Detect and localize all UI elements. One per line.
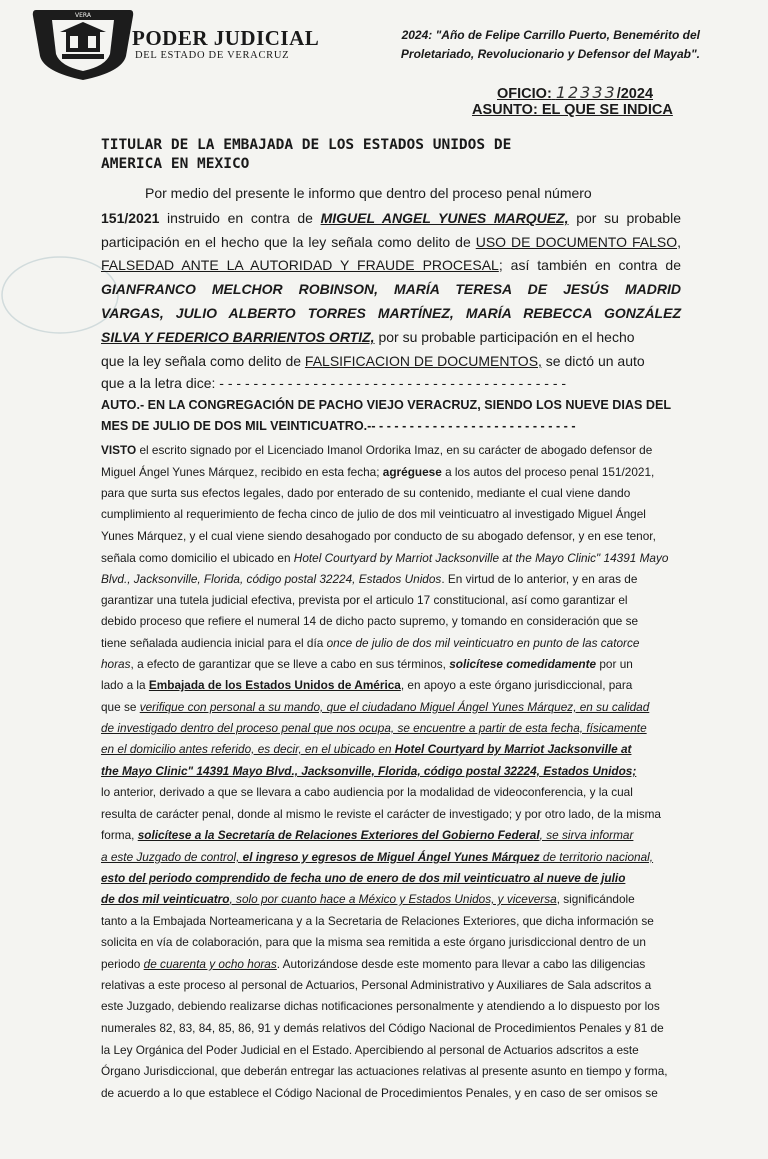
- auto-line: para que surta sus efectos legales, dado por enterado de su contenido, mediante el cual viene dando: [101, 486, 631, 500]
- auto-line: Órgano Jurisdiccional, que deberán entregar las actuaciones relativas al presente asunto en tiempo y forma,: [101, 1064, 668, 1078]
- auto-line: de investigado dentro del proceso penal que nos ocupa, se encuentre a partir de esta fecha, físicamente: [101, 721, 647, 735]
- auto-line: numerales 82, 83, 84, 85, 86, 91 y demás relativos del Código Nacional de Procedimientos Penales y 81 de: [101, 1021, 664, 1035]
- auto-line: en el domicilio antes referido, es decir, en el ubicado en Hotel Courtyard by Marriot Jacksonville at: [101, 742, 632, 756]
- auto-line: que se verifique con personal a su mando, que el ciudadano Miguel Ángel Yunes Márquez, en su calidad: [101, 700, 650, 714]
- auto-line: resulta de carácter penal, donde al mismo le reviste el carácter de investigado; y por otro lado, de la misma: [101, 807, 661, 821]
- auto-line: horas, a efecto de garantizar que se lleve a cabo en sus términos, solicítese comedidamente por un: [101, 657, 633, 671]
- auto-line: VISTO el escrito signado por el Licenciado Imanol Ordorika Imaz, en su carácter de abogado defensor de: [101, 443, 653, 457]
- auto-line: periodo de cuarenta y ocho horas. Autorizándose desde este momento para llevar a cabo las diligencias: [101, 957, 646, 971]
- auto-heading: AUTO.- EN LA CONGREGACIÓN DE PACHO VIEJO VERACRUZ, SIENDO LOS NUEVE DIAS DEL: [101, 398, 672, 412]
- auto-line: cumplimiento al requerimiento de fecha cinco de julio de dos mil veinticuatro al investigado Miguel Ángel: [101, 507, 646, 521]
- intro-line: VARGAS, JULIO ALBERTO TORRES MARTÍNEZ, MARÍA REBECCA GONZÁLEZ: [101, 305, 681, 321]
- poder-judicial-seal-icon: [30, 6, 136, 82]
- auto-line: lo anterior, derivado a que se llevara a cabo audiencia por la modalidad de videoconferencia, y la cual: [101, 785, 633, 799]
- addressee: TITULAR DE LA EMBAJADA DE LOS ESTADOS UNIDOS DE AMERICA EN MEXICO: [101, 137, 512, 172]
- auto-line: señala como domicilio el ubicado en Hotel Courtyard by Marriot Jacksonville at the Mayo Clinic" 14391 Mayo: [101, 551, 669, 565]
- year-motto: 2024: "Año de Felipe Carrillo Puerto, Benemérito del Proletariado, Revolucionario y Defensor del Mayab".: [400, 28, 700, 61]
- auto-line: la Ley Orgánica del Poder Judicial en el Estado. Apercibiendo al personal de Actuarios adscritos a este: [101, 1043, 639, 1057]
- auto-line: debido proceso que refiere el numeral 14 de dicho pacto supremo, y tomando en consideración que se: [101, 614, 639, 628]
- intro-line: participación en el hecho que la ley señala como delito de USO DE DOCUMENTO FALSO,: [101, 234, 681, 250]
- svg-text:VERA: VERA: [75, 12, 91, 19]
- intro-line: GIANFRANCO MELCHOR ROBINSON, MARÍA TERESA DE JESÚS MADRID: [101, 281, 681, 297]
- institution-name: PODER JUDICIAL: [132, 26, 320, 50]
- auto-heading: MES DE JULIO DE DOS MIL VEINTICUATRO.-- - - - - - - - - - - - - - - - - - - - - - - - - - -: [101, 419, 576, 433]
- auto-line: solicita en vía de colaboración, para que la misma sea remitida a este órgano jurisdiccional dentro de un: [101, 935, 646, 949]
- auto-line: este Juzgado, debiendo realizarse dichas notificaciones personalmente y atendiendo a lo dispuesto por los: [101, 999, 660, 1013]
- intro-line: Por medio del presente le informo que dentro del proceso penal número: [145, 185, 592, 201]
- asunto-line: ASUNTO: EL QUE SE INDICA: [472, 102, 673, 118]
- oficio-number: OFICIO: 12333/2024: [497, 83, 654, 102]
- auto-line: de dos mil veinticuatro, solo por cuanto hace a México y Estados Unidos, y viceversa, significándole: [101, 892, 635, 906]
- auto-line: Miguel Ángel Yunes Márquez, recibido en esta fecha; agréguese a los autos del proceso penal 151/2021,: [101, 465, 655, 479]
- intro-line: que la ley señala como delito de FALSIFICACION DE DOCUMENTOS, se dictó un auto: [101, 353, 645, 369]
- handwritten-number: 12333: [555, 83, 617, 102]
- auto-line: Blvd., Jacksonville, Florida, código postal 32224, Estados Unidos. En virtud de lo anterior, y en aras de: [101, 572, 638, 586]
- auto-line: lado a la Embajada de los Estados Unidos de América, en apoyo a este órgano jurisdiccional, para: [101, 678, 633, 692]
- intro-line: 151/2021 instruido en contra de MIGUEL ANGEL YUNES MARQUEZ, por su probable: [101, 210, 681, 226]
- auto-line: esto del periodo comprendido de fecha uno de enero de dos mil veinticuatro al nueve de julio: [101, 871, 626, 885]
- auto-line: a este Juzgado de control, el ingreso y egresos de Miguel Ángel Yunes Márquez de territorio nacional,: [101, 850, 654, 864]
- auto-line: garantizar una tutela judicial efectiva, prevista por el articulo 17 constitucional, así como garantizar el: [101, 593, 628, 607]
- auto-line: tiene señalada audiencia inicial para el día once de julio de dos mil veinticuatro en punto de las catorce: [101, 636, 640, 650]
- institution-subtitle: DEL ESTADO DE VERACRUZ: [135, 50, 290, 61]
- intro-line: SILVA Y FEDERICO BARRIENTOS ORTIZ, por su probable participación en el hecho: [101, 329, 635, 345]
- auto-line: tanto a la Embajada Norteamericana y a la Secretaria de Relaciones Exteriores, que dicha información se: [101, 914, 654, 928]
- auto-line: relativas a este proceso al personal de Actuarios, Personal Administrativo y Auxiliares de Sala adscritos a: [101, 978, 652, 992]
- auto-line: de acuerdo a lo que establece el Código Nacional de Procedimientos Penales, y en caso de ser omisos se: [101, 1086, 658, 1100]
- auto-line: the Mayo Clinic" 14391 Mayo Blvd., Jacksonville, Florida, código postal 32224, Estados Unidos;: [101, 764, 637, 778]
- intro-line: FALSEDAD ANTE LA AUTORIDAD Y FRAUDE PROCESAL; así también en contra de: [101, 257, 681, 273]
- auto-line: forma, solicítese a la Secretaría de Relaciones Exteriores del Gobierno Federal, se sirva informar: [101, 828, 634, 842]
- intro-line: que a la letra dice: - - - - - - - - - - - - - - - - - - - - - - - - - - - - - - - - - - - - - - - - -: [101, 375, 567, 391]
- auto-line: Yunes Márquez, y el cual viene siendo desahogado por conducto de su abogado defensor, y en ese tenor,: [101, 529, 656, 543]
